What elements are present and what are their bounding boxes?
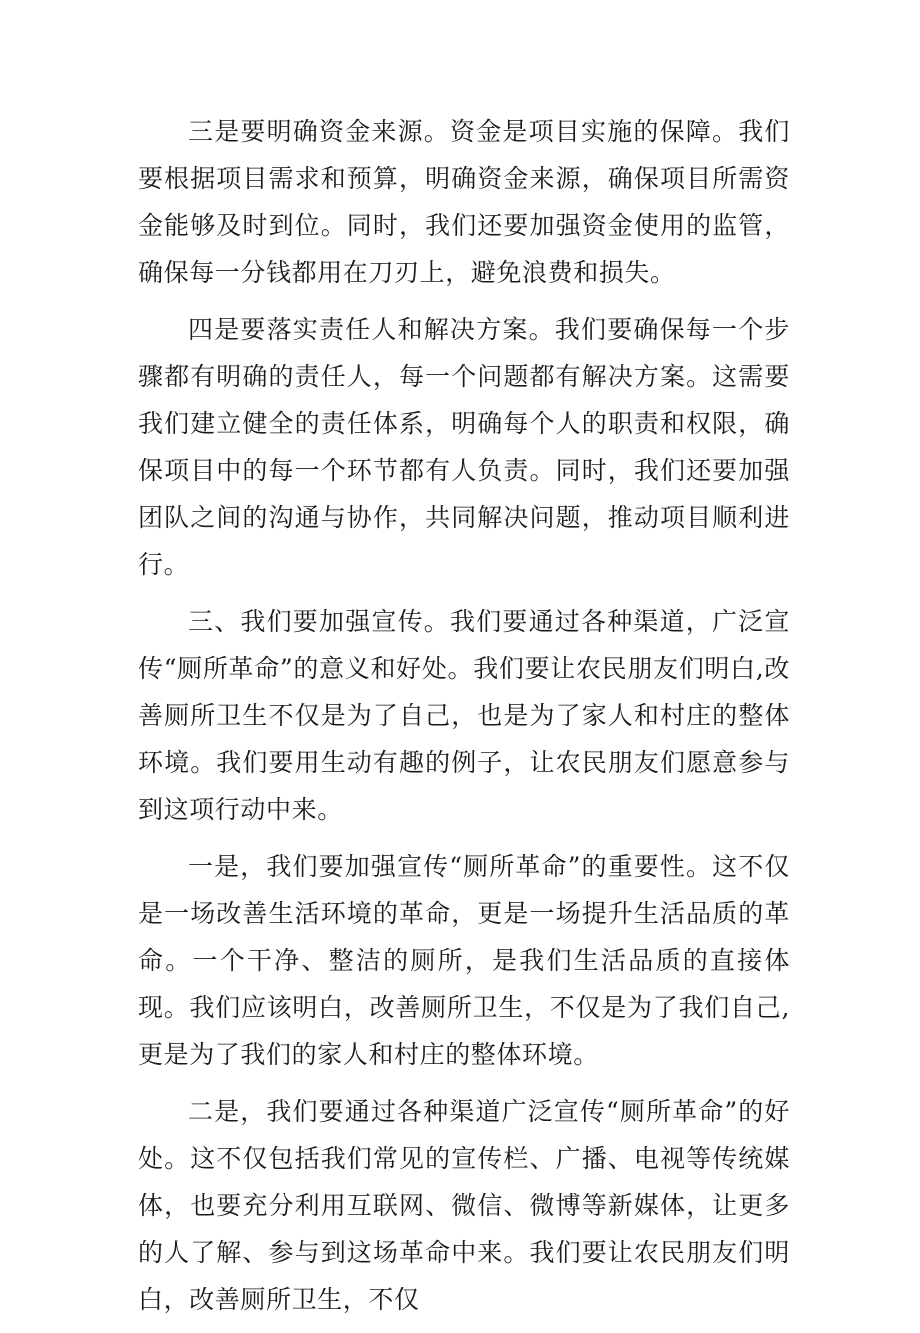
paragraph-channels: 二是，我们要通过各种渠道广泛宣传“厕所革命”的好处。这不仅包括我们常见的宣传栏、广播、电视等传统媒体，也要充分利用互联网、微信、微博等新媒体，让更多的人了解、参与到这场革命中来。我们要让农民朋友们明白，改善厕所卫生，不仅: [138, 1097, 790, 1314]
paragraph-funding: 三是要明确资金来源。资金是项目实施的保障。我们要根据项目需求和预算，明确资金来源，确保项目所需资金能够及时到位。同时，我们还要加强资金使用的监管，确保每一分钱都用在刀刃上，避免浪费和损失。: [138, 117, 790, 287]
paragraph-responsibility: 四是要落实责任人和解决方案。我们要确保每一个步骤都有明确的责任人，每一个问题都有解决方案。这需要我们建立健全的责任体系，明确每个人的职责和权限，确保项目中的每一个环节都有人负责。同时，我们还要加强团队之间的沟通与协作，共同解决问题，推动项目顺利进行。: [138, 315, 790, 579]
paragraph-importance: 一是，我们要加强宣传“厕所革命”的重要性。这不仅是一场改善生活环境的革命，更是一场提升生活品质的革命。一个干净、整洁的厕所，是我们生活品质的直接体现。我们应该明白，改善厕所卫生，不仅是为了我们自己,更是为了我们的家人和村庄的整体环境。: [138, 852, 790, 1069]
document-body: [138, 108, 790, 1333]
paragraph-publicity: 三、我们要加强宣传。我们要通过各种渠道，广泛宣传“厕所革命”的意义和好处。我们要让农民朋友们明白,改善厕所卫生不仅是为了自己，也是为了家人和村庄的整体环境。我们要用生动有趣的例子，让农民朋友们愿意参与到这项行动中来。: [138, 607, 790, 824]
